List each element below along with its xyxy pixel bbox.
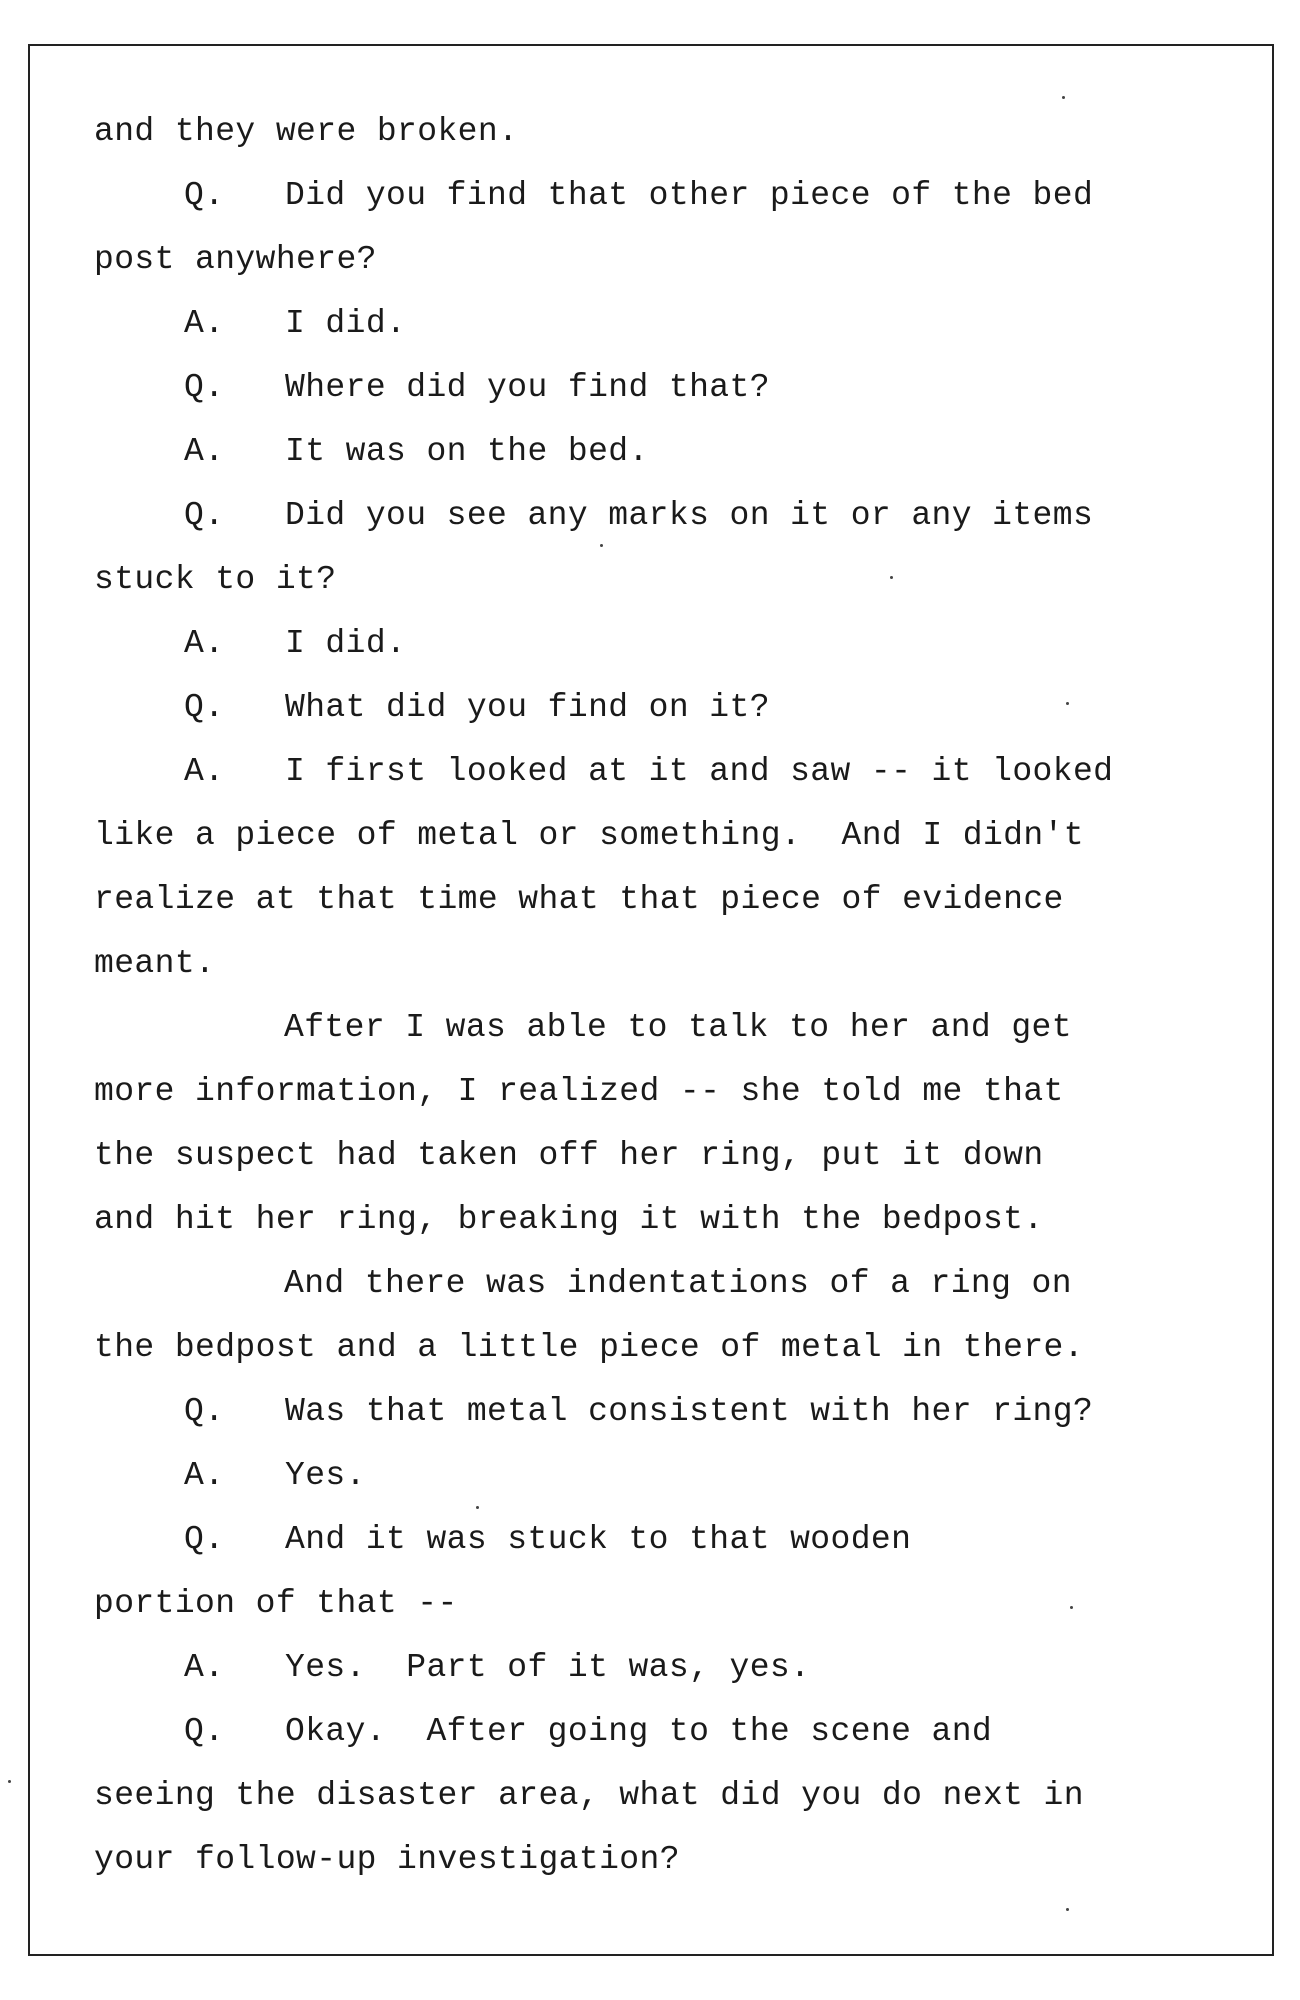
- transcript-line: A. Yes.: [184, 1457, 366, 1494]
- scan-speck: [8, 1780, 11, 1783]
- transcript-line: After I was able to talk to her and get: [284, 1009, 1072, 1046]
- scan-speck: [1070, 1606, 1073, 1609]
- scan-speck: [1062, 96, 1065, 99]
- transcript-line: more information, I realized -- she told me that: [94, 1073, 1064, 1110]
- scan-speck: [890, 576, 893, 579]
- scan-speck: [600, 544, 603, 547]
- transcript-line: Q. Did you see any marks on it or any items: [184, 497, 1094, 534]
- transcript-line: Q. Was that metal consistent with her ring?: [184, 1393, 1094, 1430]
- transcript-line: A. I did.: [184, 305, 407, 342]
- transcript-line: Q. What did you find on it?: [184, 689, 770, 726]
- transcript-line: the bedpost and a little piece of metal in there.: [94, 1329, 1084, 1366]
- transcript-line: stuck to it?: [94, 561, 337, 598]
- scan-speck: [1066, 1908, 1069, 1911]
- transcript-line: Q. Okay. After going to the scene and: [184, 1713, 993, 1750]
- transcript-line: A. It was on the bed.: [184, 433, 649, 470]
- transcript-line: portion of that --: [94, 1585, 458, 1622]
- transcript-line: and hit her ring, breaking it with the bedpost.: [94, 1201, 1044, 1238]
- transcript-line: post anywhere?: [94, 241, 377, 278]
- transcript-line: seeing the disaster area, what did you do next in: [94, 1777, 1084, 1814]
- transcript-line: A. I did.: [184, 625, 407, 662]
- transcript-line: Q. And it was stuck to that wooden: [184, 1521, 912, 1558]
- scan-speck: [476, 1506, 479, 1509]
- transcript-line: A. Yes. Part of it was, yes.: [184, 1649, 811, 1686]
- transcript-line: your follow-up investigation?: [94, 1841, 680, 1878]
- transcript-line: Q. Where did you find that?: [184, 369, 770, 406]
- transcript-line: the suspect had taken off her ring, put it down: [94, 1137, 1044, 1174]
- transcript-line: A. I first looked at it and saw -- it looked: [184, 753, 1114, 790]
- transcript-line: Q. Did you find that other piece of the bed: [184, 177, 1094, 214]
- transcript-body: [30, 46, 1272, 1954]
- transcript-line: meant.: [94, 945, 216, 982]
- transcript-line: And there was indentations of a ring on: [284, 1265, 1072, 1302]
- transcript-line: like a piece of metal or something. And I didn't: [94, 817, 1084, 854]
- page-frame: [28, 44, 1274, 1956]
- transcript-line: and they were broken.: [94, 113, 519, 150]
- transcript-line: realize at that time what that piece of evidence: [94, 881, 1064, 918]
- scan-speck: [1066, 702, 1069, 705]
